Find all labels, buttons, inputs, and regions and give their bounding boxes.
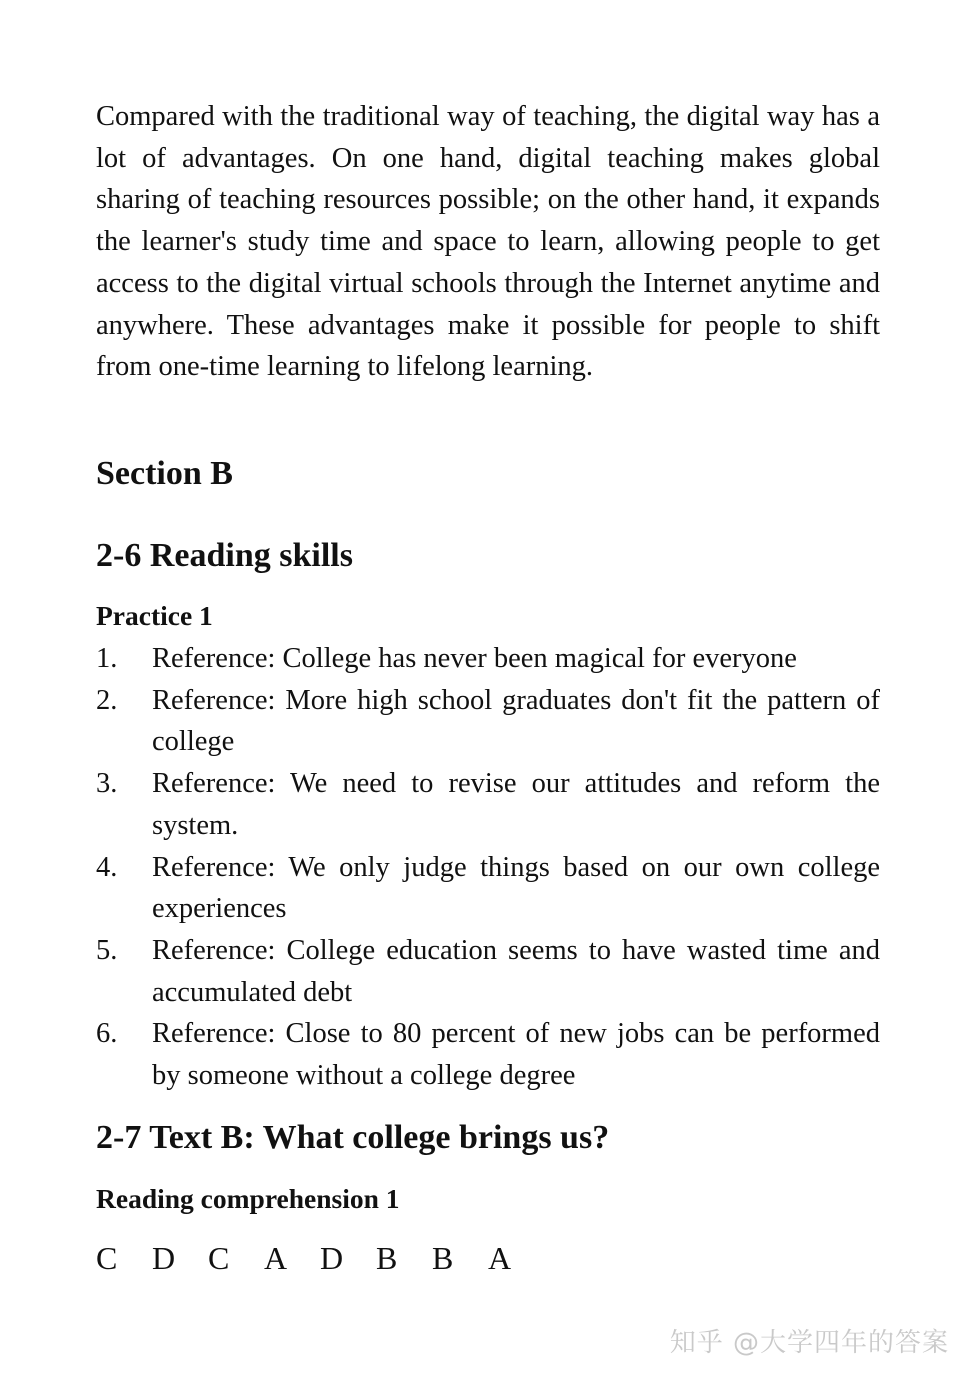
list-item-number: 1.	[96, 643, 118, 674]
list-item	[96, 930, 880, 1013]
list-item-text: Reference: College has never been magical for everyone	[152, 643, 797, 674]
answer: D	[152, 1240, 176, 1276]
list-item	[96, 1013, 880, 1096]
list-item	[96, 638, 880, 680]
list-item-text: Reference: College education seems to have wasted time and accumulated debt	[152, 934, 880, 1008]
practice-1-heading: Practice 1	[96, 600, 213, 631]
reading-skills-heading: 2-6 Reading skills	[96, 537, 353, 574]
answer: B	[432, 1240, 454, 1276]
list-item-text: Reference: We need to revise our attitudes and reform the system.	[152, 768, 880, 841]
answer: C	[96, 1240, 118, 1276]
list-item	[96, 763, 880, 846]
list-item-number: 5.	[96, 934, 118, 966]
list-item-number: 2.	[96, 684, 118, 716]
list-item-text: Reference: We only judge things based on our own college experiences	[152, 851, 880, 925]
list-item	[96, 680, 880, 763]
answer-key	[96, 1238, 544, 1278]
list-item	[96, 847, 880, 930]
answer: C	[208, 1240, 230, 1276]
list-item-text: Reference: More high school graduates don't fit the pattern of college	[152, 684, 880, 758]
answer: A	[264, 1240, 288, 1276]
reference-list	[96, 638, 880, 1097]
answer: A	[488, 1240, 512, 1276]
answer: B	[376, 1240, 398, 1276]
answer: D	[320, 1240, 344, 1276]
text-b-heading: 2-7 Text B: What college brings us?	[96, 1119, 610, 1156]
intro-paragraph: Compared with the traditional way of teaching, the digital way has a lot of advantages. On one hand, digital teaching makes global sharing of teaching resources possible; on the other hand, it expands the learner's study time and space to learn, allowing people to get access to the digital virtual schools through the Internet anytime and anywhere. These advantages make it possible for people to shift from one-time learning to lifelong learning.	[96, 101, 880, 383]
section-b-heading: Section B	[96, 455, 233, 492]
list-item-number: 6.	[96, 1018, 118, 1050]
list-item-number: 4.	[96, 851, 118, 883]
document-page	[96, 96, 880, 1276]
list-item-number: 3.	[96, 768, 118, 800]
list-item-text: Reference: Close to 80 percent of new jobs can be performed by someone without a college degree	[152, 1018, 880, 1092]
watermark: 知乎 @大学四年的答案	[669, 1328, 949, 1358]
reading-comprehension-heading: Reading comprehension 1	[96, 1183, 400, 1214]
